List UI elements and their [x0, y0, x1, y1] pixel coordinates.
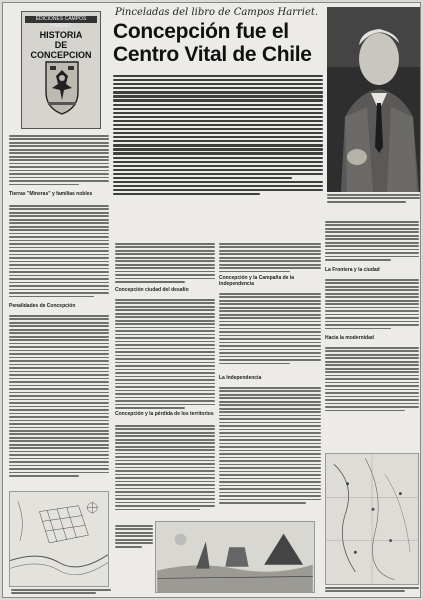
portrait-photo: [327, 7, 420, 192]
map-left-caption: [11, 589, 111, 596]
subhead-left-1: Tierras "Mineras" y familias nobles: [9, 191, 93, 197]
historical-illustration: [155, 521, 315, 593]
mid-column-text-1: [219, 243, 321, 274]
book-cover: [21, 11, 101, 129]
subhead-right-2: La Independencia: [219, 375, 262, 381]
right-column-text-1: [325, 221, 419, 263]
subhead-center-1: Concepción ciudad del desafío: [115, 287, 189, 293]
newspaper-page: [2, 2, 421, 598]
left-column-text-top: [9, 135, 109, 187]
mid-column-text-3: [219, 387, 321, 505]
subhead-center-2: Concepción y la pérdida de los territorios: [115, 411, 214, 417]
headline: Concepción fue el Centro Vital de Chile: [113, 20, 312, 66]
mid-column-text-2: [219, 293, 321, 366]
center-column-text-1: [115, 243, 215, 285]
subhead-right-4: Hacia la modernidad: [325, 335, 374, 341]
subhead-right-1: Concepción y la Campaña de la Independencia: [219, 275, 295, 287]
city-map-left: [9, 491, 109, 587]
right-column-text-3: [325, 347, 419, 413]
intro-paragraph: [113, 75, 323, 197]
subhead-left-2: Penalidades de Concepción: [9, 303, 76, 309]
coat-of-arms-icon: [42, 58, 82, 116]
map-right-caption: [325, 587, 419, 594]
portrait-caption: [327, 194, 420, 204]
right-column-text-2: [325, 279, 419, 331]
left-column-text-2: [9, 315, 109, 479]
kicker: Pinceladas del libro de Campos Harriet.: [115, 7, 319, 18]
center-column-text-3: [115, 425, 215, 512]
region-map-right: [325, 453, 419, 585]
book-title: HISTORIA DE CONCEPCION: [30, 30, 92, 60]
subhead-right-3: La Frontera y la ciudad: [325, 267, 380, 273]
illustration-caption: [115, 525, 153, 549]
left-column-text-1: [9, 205, 109, 299]
center-column-text-2: [115, 299, 215, 411]
book-publisher: EDICIONES CAMPOS HARRIET: [25, 16, 97, 23]
